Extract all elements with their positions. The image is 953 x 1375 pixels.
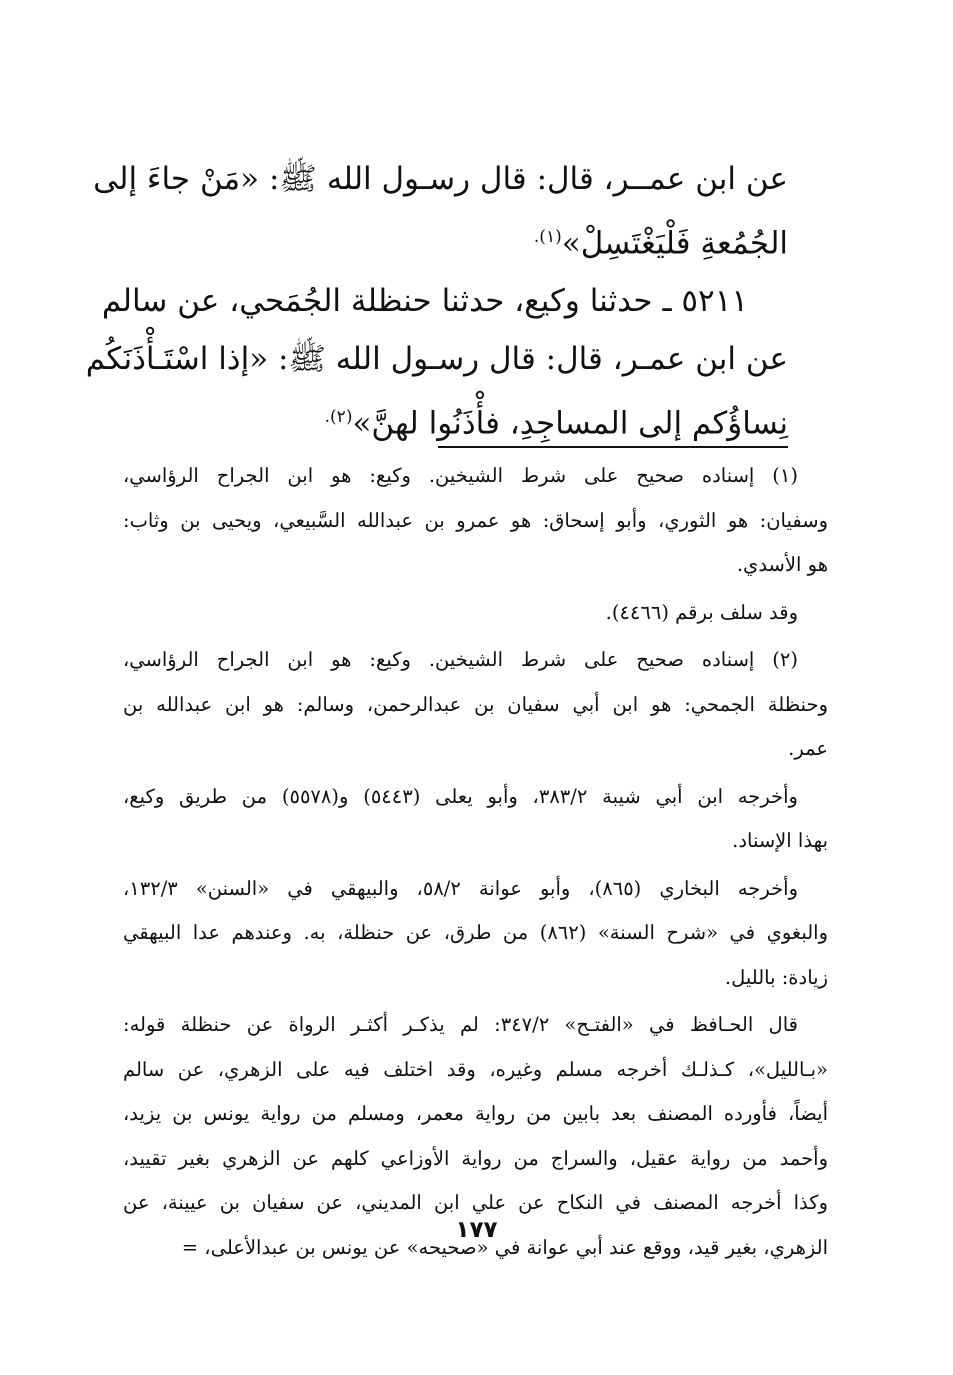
main-text (85, 150, 788, 453)
footnote-1-paragraph (123, 454, 828, 588)
footnote-ref-2: (٢). (324, 407, 353, 428)
hadith-5211-line-1: عن ابن عمـر، قال: قال رسـول الله ﷺ: «إذا اسْتَـأْذَنَكُم (85, 341, 788, 378)
hadith-5211-line-2 (123, 388, 788, 452)
footnote-line: زيادة: بالليل. (724, 965, 828, 989)
footnote-line: وكذا أخرجه المصنف في النكاح عن علي ابن المديني، عن سفيان بن عيينة، عن (123, 1191, 828, 1214)
hadith-5211-isnad: ٥٢١١ ـ حدثنا وكيع، حدثنا حنظلة الجُمَحي، عن سالم (101, 283, 748, 320)
footnote-line: وأحمد من رواية عقيل، والسراج من رواية الأوزاعي كلهم عن الزهري بغير تقييد، (123, 1146, 828, 1170)
footnote-line: (١) إسناده صحيح على شرط الشيخين. وكيع: هو ابن الجراح الرؤاسي، (123, 464, 798, 487)
footnote-line: عمر. (788, 737, 828, 760)
page-number: ١٧٧ (455, 1217, 498, 1243)
footnote-line: وأخرجه ابن أبي شيبة ٣٨٣/٢، وأبو يعلى (٥٤٤٣) و(٥٥٧٨) من طريق وكيع، (123, 784, 798, 808)
hadith-5210-line-2 (123, 208, 788, 272)
footnote-line: (٢) إسناده صحيح على شرط الشيخين. وكيع: هو ابن الجراح الرؤاسي، (123, 648, 798, 671)
footnote-line: وأخرجه البخاري (٨٦٥)، وأبو عوانة ٥٨/٢، والبيهقي في «السنن» ١٣٢/٣، (123, 876, 798, 900)
footnote-line: هو الأسدي. (736, 553, 828, 576)
footnote-2-paragraph (123, 775, 828, 864)
footnote-separator (438, 446, 788, 448)
footnotes (123, 454, 828, 1273)
footnote-line: والبغوي في «شرح السنة» (٨٦٢) من طرق، عن حنظلة، به. وعندهم عدا البيهقي (123, 921, 828, 944)
hadith-5210-line-2-text: الجُمُعةِ فَلْيَغْتَسِلْ» (561, 225, 788, 262)
footnote-line: بهذا الإسناد. (732, 829, 828, 852)
footnote-ref-1: (١). (533, 227, 562, 247)
footnote-line: وحنظلة الجمحي: هو ابن أبي سفيان بن عبدالرحمن، وسالم: هو ابن عبدالله بن (123, 692, 828, 716)
footnote-line: «بـالليل»، كـذلـك أخرجه مسلم وغيره، وقد اختلف فيه على الزهري، عن سالم (123, 1057, 828, 1081)
footnote-line: الزهري، بغير قيد، ووقع عند أبي عوانة في «صحيحه» عن يونس بن عبدالأعلى، = (181, 1235, 828, 1259)
footnote-line: أيضاً، فأورده المصنف بعد بابين من رواية معمر، ومسلم من رواية يونس بن يزيد، (123, 1102, 828, 1125)
hadith-5210-line-1: عن ابن عمــر، قال: قال رسـول الله ﷺ: «مَنْ جاءَ إلى (93, 161, 788, 197)
footnote-2-paragraph (123, 638, 828, 772)
footnote-line: وقد سلف برقم (٤٤٦٦). (605, 600, 798, 624)
footnote-1-paragraph (123, 591, 828, 636)
footnote-2-paragraph (123, 867, 828, 1001)
footnote-line: قال الحـافظ في «الفتـح» ٣٤٧/٢: لم يذكـر أكثـر الرواة عن حنظلة قوله: (123, 1013, 798, 1036)
hadith-5211-line-2-text: نِساؤُكم إلى المساجِدِ، فأْذَنُوا لهنَّ» (352, 405, 788, 442)
footnote-line: وسفيان: هو الثوري، وأبو إسحاق: هو عمرو بن عبدالله السَّبيعي، ويحيى بن وثاب: (123, 508, 828, 532)
